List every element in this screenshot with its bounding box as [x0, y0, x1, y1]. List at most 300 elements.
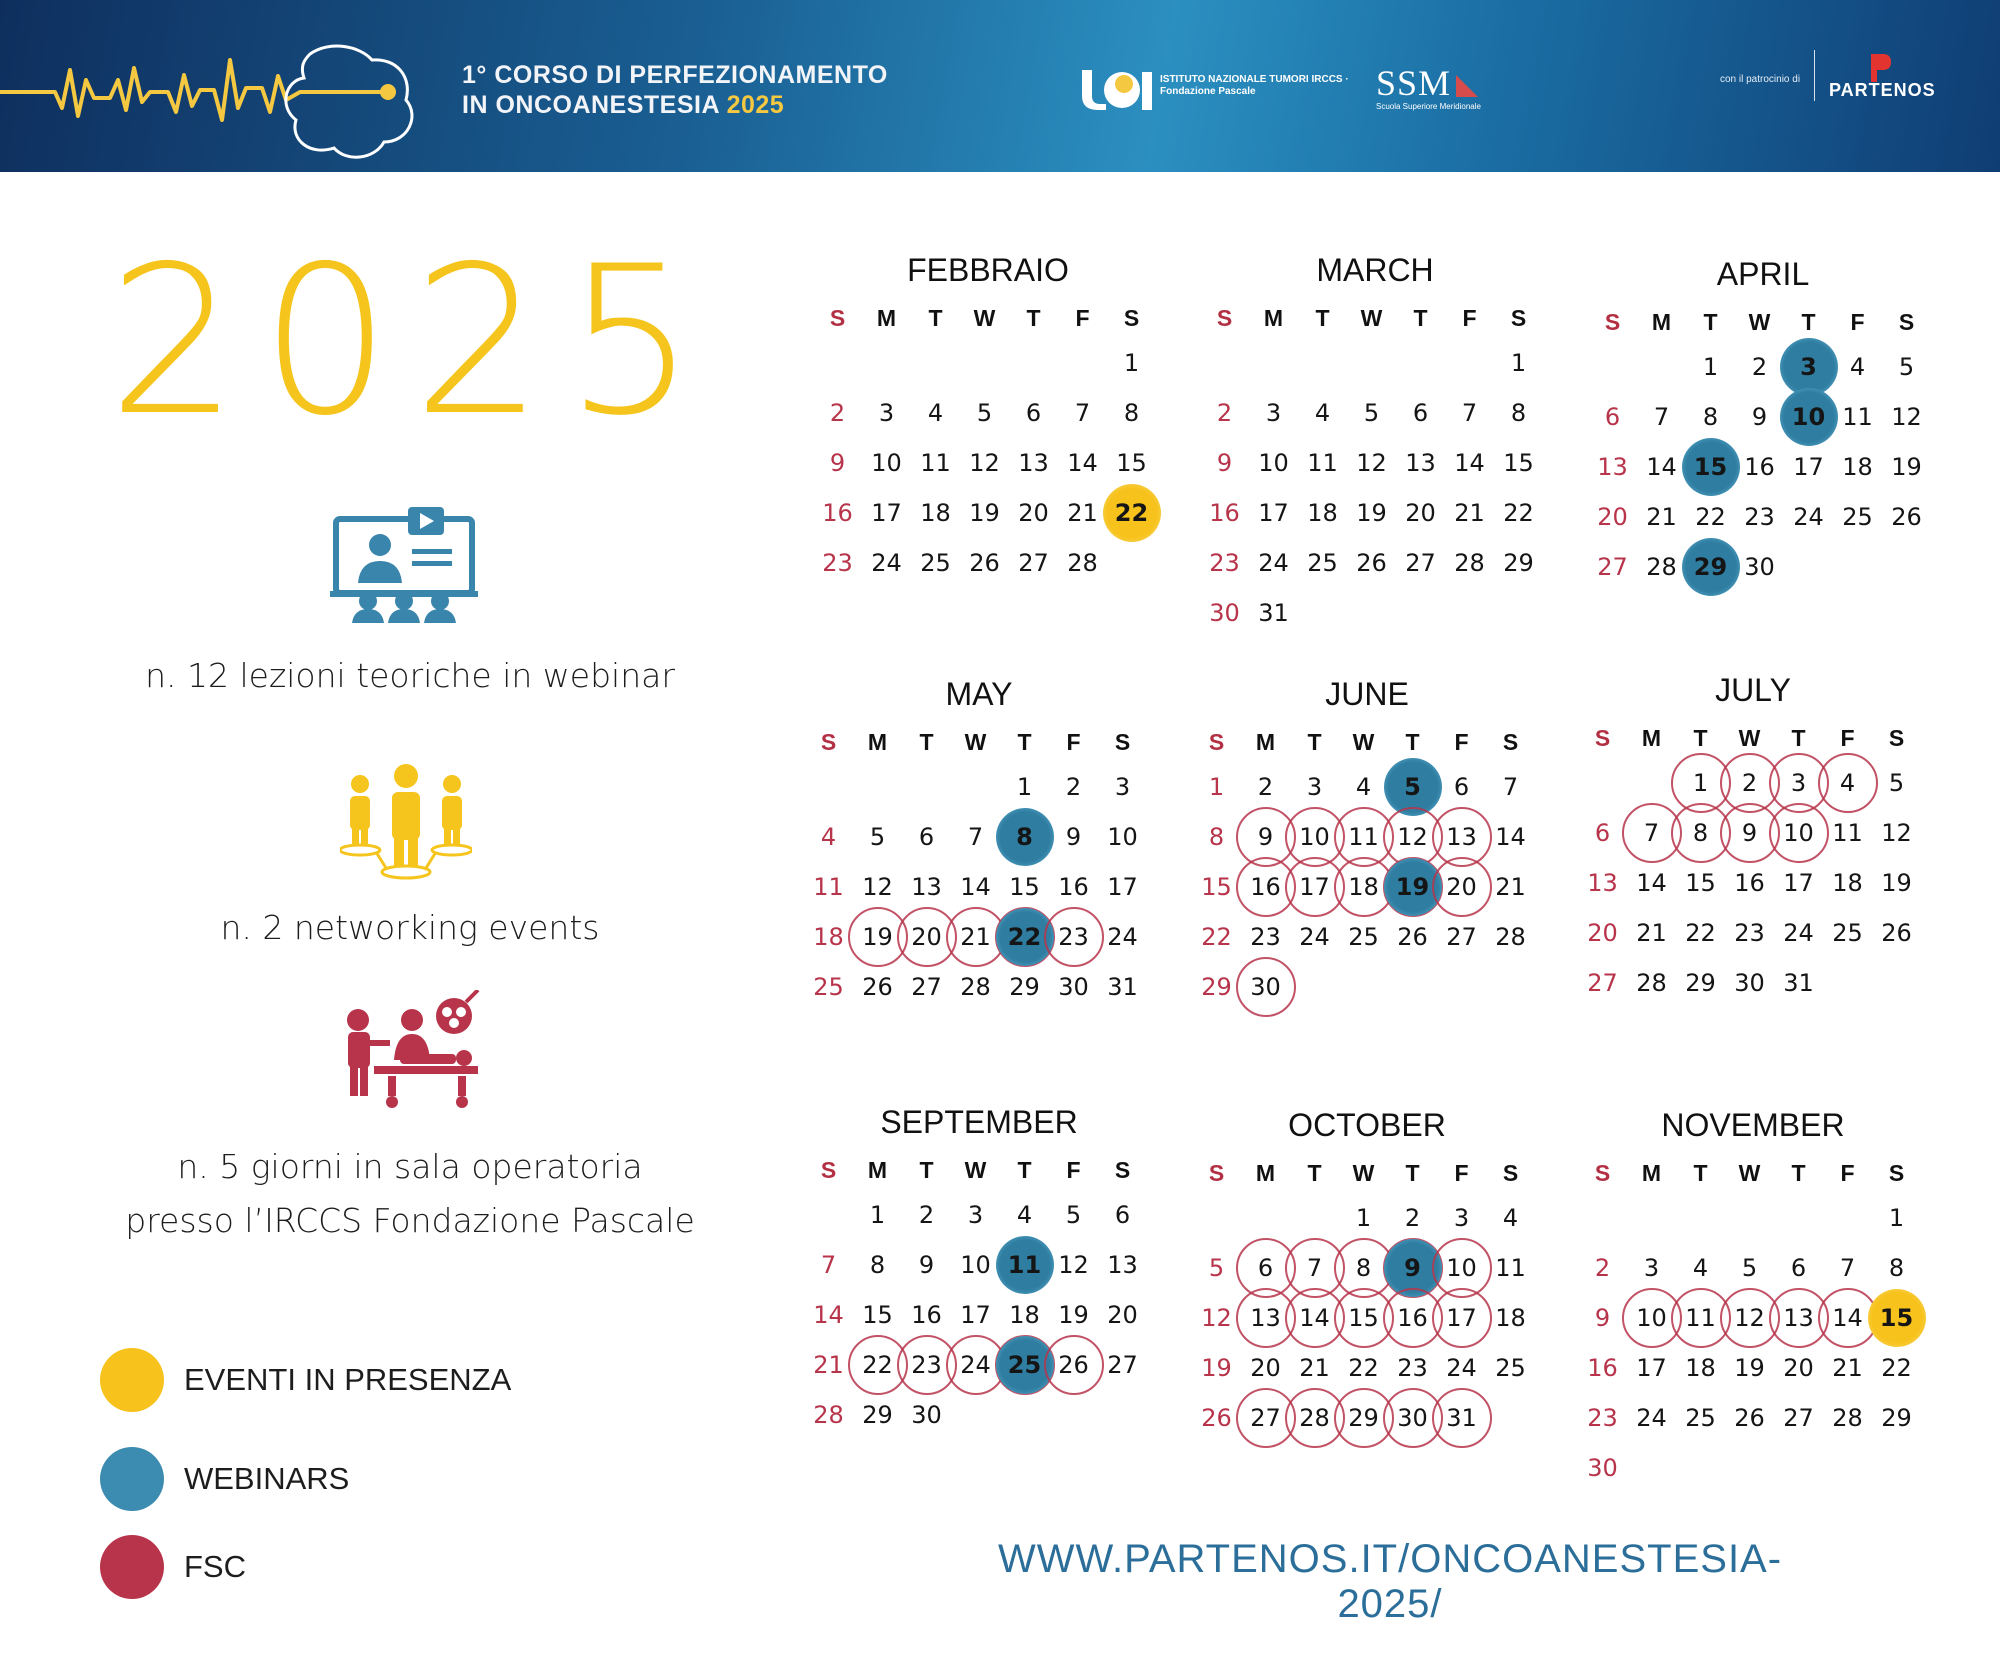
day-cell-fsc: [1290, 862, 1339, 912]
day-number: 18: [1348, 873, 1379, 901]
weekday-label: S: [1604, 309, 1621, 335]
day-number: 2: [918, 1201, 935, 1229]
day-number: 6: [1257, 1254, 1274, 1282]
legend-webinars-dot: [100, 1447, 164, 1511]
day-number: 25: [920, 549, 951, 577]
day-number: 3: [1453, 1204, 1470, 1232]
day-number: 30: [1250, 973, 1281, 1001]
day-number: 16: [1209, 499, 1240, 527]
day-number: 27: [1107, 1351, 1138, 1379]
day-cell: [1486, 1193, 1535, 1243]
weekday-label: M: [876, 305, 897, 331]
day-number: 26: [1201, 1404, 1232, 1432]
day-number: 22: [1007, 923, 1042, 951]
day-cell: [1290, 1343, 1339, 1393]
day-cell: [1249, 538, 1298, 588]
day-number: 3: [1265, 399, 1282, 427]
weekday-label: M: [1255, 1160, 1276, 1186]
day-cell: [1298, 488, 1347, 538]
day-number: 8: [1123, 399, 1140, 427]
weekday-label: M: [867, 729, 888, 755]
day-number: 18: [1307, 499, 1338, 527]
day-number: 6: [918, 823, 935, 851]
day-number: 8: [1888, 1254, 1905, 1282]
partenos-logo-text: PARTENOS: [1829, 80, 1936, 100]
day-cell: [1774, 858, 1823, 908]
day-cell: [1486, 912, 1535, 962]
day-number: 21: [1495, 873, 1526, 901]
empty-day-cell: [1249, 338, 1298, 388]
institute-logo: [1080, 66, 1349, 117]
day-number: 15: [1009, 873, 1040, 901]
day-number: 20: [1587, 919, 1618, 947]
month-title: APRIL: [1716, 256, 1810, 292]
day-cell: [1486, 762, 1535, 812]
day-number: 2: [1216, 399, 1233, 427]
day-number: 23: [1250, 923, 1281, 951]
webinar-icon: [330, 505, 478, 623]
empty-day-cell: [1725, 1193, 1774, 1243]
day-cell: [1627, 1243, 1676, 1293]
day-cell: [1098, 962, 1147, 1012]
day-cell-fsc: [1627, 808, 1676, 858]
day-cell: [911, 488, 960, 538]
month-title: MAY: [945, 676, 1013, 712]
day-number: 5: [869, 823, 886, 851]
day-cell: [1735, 392, 1784, 442]
day-number: 7: [820, 1251, 837, 1279]
day-cell-fsc: [1241, 962, 1290, 1012]
day-number: 31: [1446, 1404, 1477, 1432]
day-cell: [1049, 1240, 1098, 1290]
month-march: [1200, 248, 1550, 638]
day-cell: [1637, 392, 1686, 442]
weekday-label: F: [1454, 729, 1469, 755]
empty-day-cell: [902, 762, 951, 812]
day-cell: [1437, 1343, 1486, 1393]
day-number: 3: [1306, 773, 1323, 801]
day-number: 3: [1800, 353, 1817, 381]
day-number: 24: [1783, 919, 1814, 947]
day-number: 3: [1114, 773, 1131, 801]
day-number: 3: [878, 399, 895, 427]
day-number: 14: [1832, 1304, 1863, 1332]
day-number: 19: [1891, 453, 1922, 481]
day-number: 1: [1208, 773, 1225, 801]
day-cell: [1049, 862, 1098, 912]
day-number: 29: [1685, 969, 1716, 997]
day-number: 9: [1257, 823, 1274, 851]
day-number: 25: [1348, 923, 1379, 951]
day-number: 11: [1307, 449, 1338, 477]
day-cell: [1445, 538, 1494, 588]
day-number: 10: [871, 449, 902, 477]
weekday-label: F: [1850, 309, 1865, 335]
day-cell: [1823, 808, 1872, 858]
day-cell: [1298, 538, 1347, 588]
day-cell-fsc: [1049, 1340, 1098, 1390]
day-cell: [1725, 1393, 1774, 1443]
month-may: [804, 672, 1154, 1012]
day-number: 2: [1741, 769, 1758, 797]
day-cell: [1578, 1443, 1627, 1493]
day-number: 22: [1685, 919, 1716, 947]
day-cell-fsc: [1339, 1243, 1388, 1293]
day-cell: [1388, 1193, 1437, 1243]
day-cell-fsc: [1437, 812, 1486, 862]
day-cell-webinar: [1388, 762, 1437, 812]
day-cell: [1823, 1393, 1872, 1443]
day-number: 10: [1446, 1254, 1477, 1282]
weekday-label: W: [1360, 305, 1383, 331]
day-cell: [1735, 342, 1784, 392]
day-number: 8: [1510, 399, 1527, 427]
day-number: 9: [1751, 403, 1768, 431]
day-number: 14: [1646, 453, 1677, 481]
legend-presenza-label: EVENTI IN PRESENZA: [184, 1362, 512, 1397]
day-number: 31: [1107, 973, 1138, 1001]
legend-webinars: [100, 1447, 349, 1511]
day-cell: [1578, 908, 1627, 958]
day-number: 1: [1355, 1204, 1372, 1232]
day-number: 14: [960, 873, 991, 901]
day-number: 26: [1881, 919, 1912, 947]
course-title-year: 2025: [726, 91, 785, 119]
day-cell: [1872, 758, 1921, 808]
day-cell: [862, 538, 911, 588]
day-number: 27: [1587, 969, 1618, 997]
day-cell: [1486, 1293, 1535, 1343]
day-number: 6: [1604, 403, 1621, 431]
day-number: 26: [1734, 1404, 1765, 1432]
weekday-label: T: [1413, 305, 1428, 331]
day-number: 29: [862, 1401, 893, 1429]
day-cell-fsc: [1241, 862, 1290, 912]
day-number: 9: [829, 449, 846, 477]
day-number: 7: [1461, 399, 1478, 427]
ssm-subtitle: Scuola Superiore Meridionale: [1376, 102, 1481, 111]
day-cell: [1396, 388, 1445, 438]
day-cell-webinar: [1000, 1240, 1049, 1290]
day-number: 17: [1258, 499, 1289, 527]
weekday-label: S: [1510, 305, 1527, 331]
day-cell: [1058, 488, 1107, 538]
day-cell: [1578, 1293, 1627, 1343]
day-cell: [1098, 1340, 1147, 1390]
day-cell: [1192, 1293, 1241, 1343]
day-number: 7: [1653, 403, 1670, 431]
day-number: 15: [1503, 449, 1534, 477]
day-cell: [1774, 1393, 1823, 1443]
day-number: 31: [1258, 599, 1289, 627]
day-cell: [1437, 1193, 1486, 1243]
day-number: 12: [862, 873, 893, 901]
day-cell: [1098, 1240, 1147, 1290]
day-cell: [1823, 1243, 1872, 1293]
empty-day-cell: [1823, 1193, 1872, 1243]
day-number: 1: [869, 1201, 886, 1229]
day-number: 8: [1016, 823, 1033, 851]
day-number: 1: [1692, 769, 1709, 797]
day-cell: [1676, 858, 1725, 908]
day-cell-fsc: [1676, 1293, 1725, 1343]
day-number: 30: [1734, 969, 1765, 997]
day-number: 26: [1058, 1351, 1089, 1379]
day-cell: [1686, 342, 1735, 392]
day-cell-webinar: [1388, 1243, 1437, 1293]
operating-room-icon: [334, 990, 484, 1112]
day-cell-fsc: [1241, 1393, 1290, 1443]
day-cell: [1000, 862, 1049, 912]
day-cell: [951, 1240, 1000, 1290]
day-cell: [1872, 1243, 1921, 1293]
day-cell: [804, 1290, 853, 1340]
day-number: 13: [1446, 823, 1477, 851]
day-cell: [1049, 762, 1098, 812]
day-cell: [960, 488, 1009, 538]
day-cell-fsc: [1339, 812, 1388, 862]
day-number: 29: [1348, 1404, 1379, 1432]
empty-day-cell: [1290, 1193, 1339, 1243]
day-number: 21: [1646, 503, 1677, 531]
day-number: 24: [1258, 549, 1289, 577]
day-cell: [1637, 442, 1686, 492]
weekday-label: W: [964, 729, 987, 755]
weekday-label: S: [1123, 305, 1140, 331]
day-cell: [1000, 762, 1049, 812]
day-cell: [1774, 958, 1823, 1008]
day-cell: [1833, 492, 1882, 542]
day-cell: [1627, 908, 1676, 958]
day-number: 30: [1397, 1404, 1428, 1432]
day-number: 21: [960, 923, 991, 951]
day-number: 20: [911, 923, 942, 951]
day-cell: [1347, 438, 1396, 488]
day-number: 27: [1250, 1404, 1281, 1432]
empty-day-cell: [1578, 1193, 1627, 1243]
day-cell: [1784, 442, 1833, 492]
day-number: 11: [1842, 403, 1873, 431]
day-cell: [1192, 762, 1241, 812]
day-number: 2: [1404, 1204, 1421, 1232]
day-cell: [1009, 488, 1058, 538]
day-cell-fsc: [1290, 1243, 1339, 1293]
weekday-label: T: [919, 729, 934, 755]
day-cell: [951, 1290, 1000, 1340]
day-number: 12: [1201, 1304, 1232, 1332]
day-number: 17: [1299, 873, 1330, 901]
day-cell: [1290, 912, 1339, 962]
day-cell: [1725, 908, 1774, 958]
day-number: 5: [1363, 399, 1380, 427]
day-number: 6: [1412, 399, 1429, 427]
day-cell: [1676, 958, 1725, 1008]
day-number: 21: [1832, 1354, 1863, 1382]
day-cell: [1676, 908, 1725, 958]
day-number: 3: [1643, 1254, 1660, 1282]
weekday-label: S: [1114, 729, 1131, 755]
weekday-label: T: [1693, 725, 1708, 751]
days-grid: [1200, 338, 1550, 638]
day-number: 26: [969, 549, 1000, 577]
day-cell: [1000, 1190, 1049, 1240]
empty-day-cell: [1627, 758, 1676, 808]
day-number: 4: [1016, 1201, 1033, 1229]
day-number: 7: [1074, 399, 1091, 427]
day-number: 23: [1587, 1404, 1618, 1432]
day-cell: [911, 388, 960, 438]
weekday-header: [1192, 722, 1542, 762]
weekday-label: W: [1352, 1160, 1375, 1186]
day-number: 1: [1510, 349, 1527, 377]
day-number: 29: [1881, 1404, 1912, 1432]
day-number: 15: [1685, 869, 1716, 897]
day-cell: [1241, 762, 1290, 812]
day-cell: [1676, 1393, 1725, 1443]
day-cell-fsc: [902, 912, 951, 962]
weekday-label: S: [1502, 729, 1519, 755]
day-number: 24: [1636, 1404, 1667, 1432]
day-cell: [1676, 1343, 1725, 1393]
course-title-line2: IN ONCOANESTESIA: [462, 91, 720, 119]
day-cell: [1058, 538, 1107, 588]
day-number: 7: [1643, 819, 1660, 847]
day-number: 6: [1594, 819, 1611, 847]
day-cell: [1494, 538, 1543, 588]
day-cell-presenza: [1872, 1293, 1921, 1343]
day-number: 8: [869, 1251, 886, 1279]
month-title: FEBBRAIO: [907, 252, 1069, 288]
day-number: 18: [1685, 1354, 1716, 1382]
day-cell: [1494, 438, 1543, 488]
empty-day-cell: [1200, 338, 1249, 388]
month-title: NOVEMBER: [1661, 1107, 1845, 1143]
day-number: 8: [1692, 819, 1709, 847]
empty-day-cell: [1676, 1193, 1725, 1243]
day-number: 12: [1058, 1251, 1089, 1279]
day-number: 30: [1744, 553, 1775, 581]
empty-day-cell: [1241, 1193, 1290, 1243]
empty-day-cell: [951, 762, 1000, 812]
day-cell: [1009, 438, 1058, 488]
feature-operating-line2: presso l’IRCCS Fondazione Pascale: [125, 1201, 695, 1240]
day-number: 30: [1587, 1454, 1618, 1482]
day-cell: [960, 388, 1009, 438]
day-cell: [1049, 962, 1098, 1012]
days-grid: [1578, 1193, 1928, 1493]
day-cell: [1725, 958, 1774, 1008]
day-number: 17: [871, 499, 902, 527]
day-cell: [862, 488, 911, 538]
day-cell: [1686, 492, 1735, 542]
day-cell: [1872, 808, 1921, 858]
day-cell-webinar: [1000, 912, 1049, 962]
day-number: 2: [1257, 773, 1274, 801]
day-cell: [1192, 812, 1241, 862]
day-cell: [1298, 388, 1347, 438]
day-cell: [1049, 1290, 1098, 1340]
day-cell: [853, 1290, 902, 1340]
day-number: 25: [1685, 1404, 1716, 1432]
day-cell: [1249, 388, 1298, 438]
day-cell: [1009, 538, 1058, 588]
day-cell: [911, 438, 960, 488]
day-cell: [902, 962, 951, 1012]
day-cell: [1290, 762, 1339, 812]
day-cell: [1347, 388, 1396, 438]
day-number: 14: [1067, 449, 1098, 477]
day-number: 16: [1587, 1354, 1618, 1382]
day-cell-fsc: [1725, 808, 1774, 858]
day-number: 22: [862, 1351, 893, 1379]
day-number: 13: [1107, 1251, 1138, 1279]
day-number: 4: [1355, 773, 1372, 801]
day-number: 14: [813, 1301, 844, 1329]
day-cell: [804, 962, 853, 1012]
weekday-label: T: [1017, 1157, 1032, 1183]
day-cell: [853, 1390, 902, 1440]
weekday-label: T: [919, 1157, 934, 1183]
weekday-label: S: [829, 305, 846, 331]
day-number: 22: [1348, 1354, 1379, 1382]
month-september: [804, 1100, 1154, 1440]
day-number: 7: [967, 823, 984, 851]
day-number: 5: [1065, 1201, 1082, 1229]
day-cell: [1000, 962, 1049, 1012]
day-cell: [1445, 438, 1494, 488]
day-number: 13: [911, 873, 942, 901]
day-cell: [1107, 338, 1156, 388]
days-grid: [813, 338, 1163, 588]
day-number: 1: [1888, 1204, 1905, 1232]
weekday-label: M: [867, 1157, 888, 1183]
day-number: 12: [1397, 823, 1428, 851]
day-cell: [1486, 1343, 1535, 1393]
day-cell: [1823, 908, 1872, 958]
weekday-label: T: [1307, 729, 1322, 755]
year-title: 2025: [108, 223, 718, 461]
day-number: 9: [1065, 823, 1082, 851]
day-number: 5: [976, 399, 993, 427]
day-number: 1: [1702, 353, 1719, 381]
weekday-label: T: [1307, 1160, 1322, 1186]
day-cell: [1882, 342, 1931, 392]
weekday-label: T: [1405, 1160, 1420, 1186]
day-number: 24: [960, 1351, 991, 1379]
day-cell: [1200, 388, 1249, 438]
day-number: 21: [1299, 1354, 1330, 1382]
day-number: 17: [1783, 869, 1814, 897]
day-number: 13: [1783, 1304, 1814, 1332]
day-cell: [1676, 1243, 1725, 1293]
day-number: 19: [1881, 869, 1912, 897]
day-number: 18: [920, 499, 951, 527]
day-number: 11: [813, 873, 844, 901]
empty-day-cell: [1347, 338, 1396, 388]
day-number: 22: [1114, 499, 1149, 527]
day-number: 11: [920, 449, 951, 477]
day-cell: [1784, 492, 1833, 542]
day-number: 5: [1208, 1254, 1225, 1282]
empty-day-cell: [1774, 1193, 1823, 1243]
day-number: 28: [1495, 923, 1526, 951]
day-number: 13: [1587, 869, 1618, 897]
weekday-label: S: [1594, 725, 1611, 751]
day-number: 15: [1879, 1304, 1914, 1332]
website-link[interactable]: WWW.PARTENOS.IT/ONCOANESTESIA-2025/: [997, 1537, 1783, 1626]
day-number: 22: [1503, 499, 1534, 527]
institute-name: ISTITUTO NAZIONALE TUMORI IRCCS · Fondazione Pascale: [1160, 74, 1349, 97]
